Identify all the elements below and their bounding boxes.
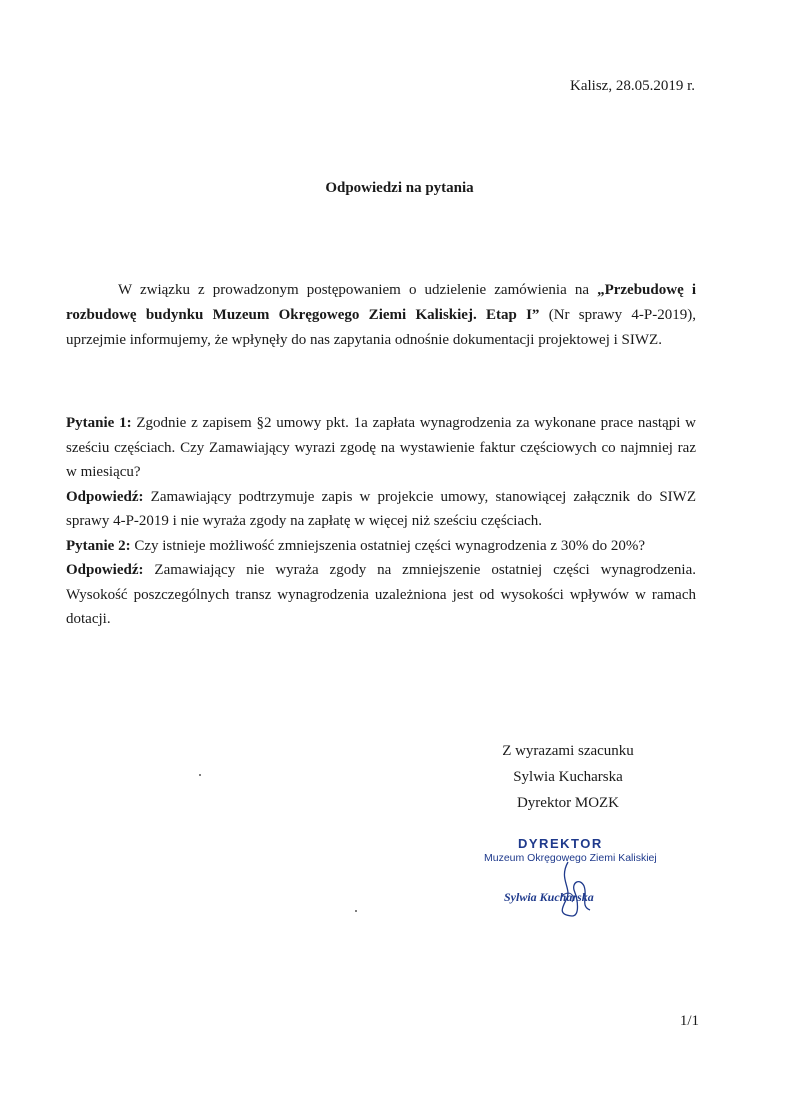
closing-greeting: Z wyrazami szacunku xyxy=(502,743,634,759)
intro-project-name: „Przebudowę i rozbudowę budynku Muzeum Okręgowego Ziemi Kaliskiej. Etap I” xyxy=(66,282,696,323)
handwritten-signature-icon xyxy=(528,860,618,920)
answer-2-text: Zamawiający nie wyraża zgody na zmniejszenie ostatniej części wynagrodzenia. Wysokość poszczególnych transz wynagrodzenia uzależniona jest od wysokości wpływów w ramach dotacji. xyxy=(66,562,696,627)
intro-text-before: W związku z prowadzonym postępowaniem o udzielenie zamówienia na xyxy=(118,282,598,298)
signatory-name: Sylwia Kucharska xyxy=(513,769,623,785)
document-date: Kalisz, 28.05.2019 r. xyxy=(570,78,695,94)
closing-block xyxy=(488,738,648,816)
scan-speck xyxy=(199,774,201,776)
stamp-organization: Muzeum Okręgowego Ziemi Kaliskiej xyxy=(484,852,657,864)
answer-1-text: Zamawiający podtrzymuje zapis w projekcie umowy, stanowiącej załącznik do SIWZ sprawy 4-P-2019 i nie wyraża zgody na zapłatę w więcej niż sześciu częściach. xyxy=(66,488,696,529)
question-1 xyxy=(66,411,696,485)
question-2-label: Pytanie 2: xyxy=(66,537,131,554)
answer-1 xyxy=(66,485,696,534)
answer-2-label: Odpowiedź: xyxy=(66,562,144,578)
question-1-label: Pytanie 1: xyxy=(66,415,132,431)
question-1-text: Zgodnie z zapisem §2 umowy pkt. 1a zapłata wynagrodzenia za wykonane prace nastąpi w sześciu częściach. Czy Zamawiający wyrazi zgodę na wystawienie faktur częściowych co najmniej raz w miesiącu? xyxy=(66,415,696,480)
intro-text-after: (Nr sprawy 4-P-2019), uprzejmie informujemy, że wpłynęły do nas zapytania odnośnie dokumentacji projektowej i SIWZ. xyxy=(66,307,696,348)
stamp-name: Sylwia Kucharska xyxy=(504,890,594,904)
question-2-text: Czy istnieje możliwość zmniejszenia ostatniej części wynagrodzenia z 30% do 20%? xyxy=(130,537,645,554)
question-2 xyxy=(66,534,696,559)
answer-1-label: Odpowiedź: xyxy=(66,488,144,505)
document-title: Odpowiedzi na pytania xyxy=(325,180,474,196)
answer-2 xyxy=(66,558,696,632)
scan-speck xyxy=(355,910,357,912)
director-stamp xyxy=(478,830,678,920)
signatory-position: Dyrektor MOZK xyxy=(516,795,620,811)
intro-paragraph xyxy=(66,278,696,353)
stamp-title: DYREKTOR xyxy=(518,836,603,851)
page-number: 1/1 xyxy=(679,1013,699,1029)
qa-section xyxy=(66,411,696,632)
